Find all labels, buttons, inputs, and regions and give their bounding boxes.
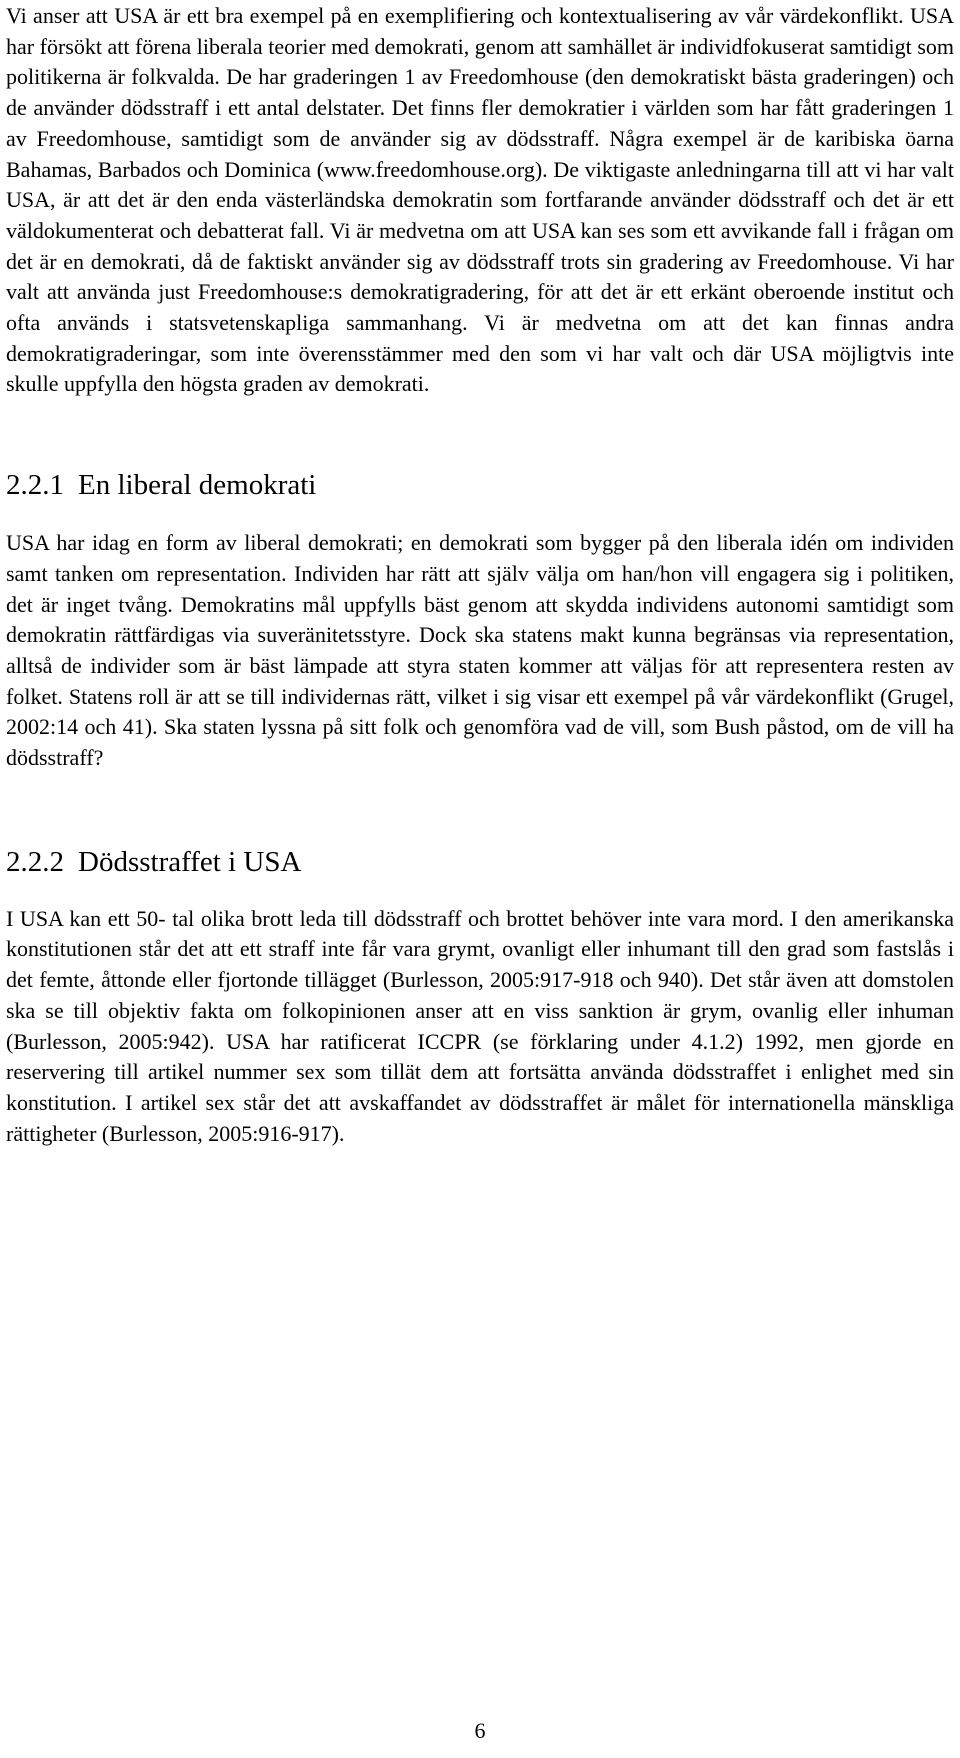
section-title: En liberal demokrati <box>78 469 317 502</box>
section-paragraph-death-penalty: I USA kan ett 50- tal olika brott leda till dödsstraff och brottet behöver inte vara mord. I den amerikanska konstitutionen står det att ett straff inte får vara grymt, ovanligt eller inhumant till den grad som fastslås i det femte, åttonde eller fjortonde tillägget (Burlesson, 2005:917-918 och 940). Det står även att domstolen ska se till objektiv fakta om folkopinionen anser att en viss sanktion är grym, ovanlig eller inhuman (Burlesson, 2005:942). USA har ratificerat ICCPR (se förklaring under 4.1.2) 1992, men gjorde en reservering till artikel nummer sex som tillät dem att fortsätta använda dödsstraffet i enlighet med sin konstitution. I artikel sex står det att avskaffandet av dödsstraffet är målet för internationella mänskliga rättigheter (Burlesson, 2005:916-917). <box>6 905 954 1146</box>
section-heading-death-penalty <box>6 844 954 880</box>
document-page <box>6 0 954 1149</box>
section-paragraph-liberal-democracy: USA har idag en form av liberal demokrati; en demokrati som bygger på den liberala idén om individen samt tanken om representation. Individen har rätt att själv välja om han/hon vill engagera sig i politiken, det är inget tvång. Demokratins mål uppfylls bäst genom att skydda individens autonomi samtidigt som demokratin rättfärdigas via suveränitetsstyre. Dock ska statens makt kunna begränsas via representation, alltså de individer som är bäst lämpade att styra staten kommer att väljas för att representera resten av folket. Statens roll är att se till individernas rätt, vilket i sig visar ett exempel på vår värdekonflikt (Grugel, 2002:14 och 41). Ska staten lyssna på sitt folk och genomföra vad de vill, som Bush påstod, om de vill ha dödsstraff? <box>6 530 954 771</box>
section-number: 2.2.2 <box>6 845 64 878</box>
intro-paragraph: Vi anser att USA är ett bra exempel på en exemplifiering och kontextualisering av vår värdekonflikt. USA har försökt att förena liberala teorier med demokrati, genom att samhället är individfokuserat samtidigt som politikerna är folkvalda. De har graderingen 1 av Freedomhouse (den demokratiskt bästa graderingen) och de använder dödsstraff i ett antal delstater. Det finns fler demokratier i världen som har fått graderingen 1 av Freedomhouse, samtidigt som de använder sig av dödsstraff. Några exempel är de karibiska öarna Bahamas, Barbados och Dominica (www.freedomhouse.org). De viktigaste anledningarna till att vi har valt USA, är att det är den enda västerländska demokratin som fortfarande använder dödsstraff och det är ett väldokumenterat och debatterat fall. Vi är medvetna om att USA kan ses som ett avvikande fall i frågan om det är en demokrati, då de faktiskt använder sig av dödsstraff trots sin gradering av Freedomhouse. Vi har valt att använda just Freedomhouse:s demokratigradering, för att det är ett erkänt oberoende institut och ofta används i statsvetenskapliga sammanhang. Vi är medvetna om att det kan finnas andra demokratigraderingar, som inte överensstämmer med den som vi har valt och där USA möjligtvis inte skulle uppfylla den högsta graden av demokrati. <box>6 3 954 397</box>
section-heading-liberal-democracy <box>6 467 954 503</box>
page-number: 6 <box>474 1718 486 1743</box>
section-number: 2.2.1 <box>6 469 64 502</box>
section-title: Dödsstraffet i USA <box>78 845 302 878</box>
